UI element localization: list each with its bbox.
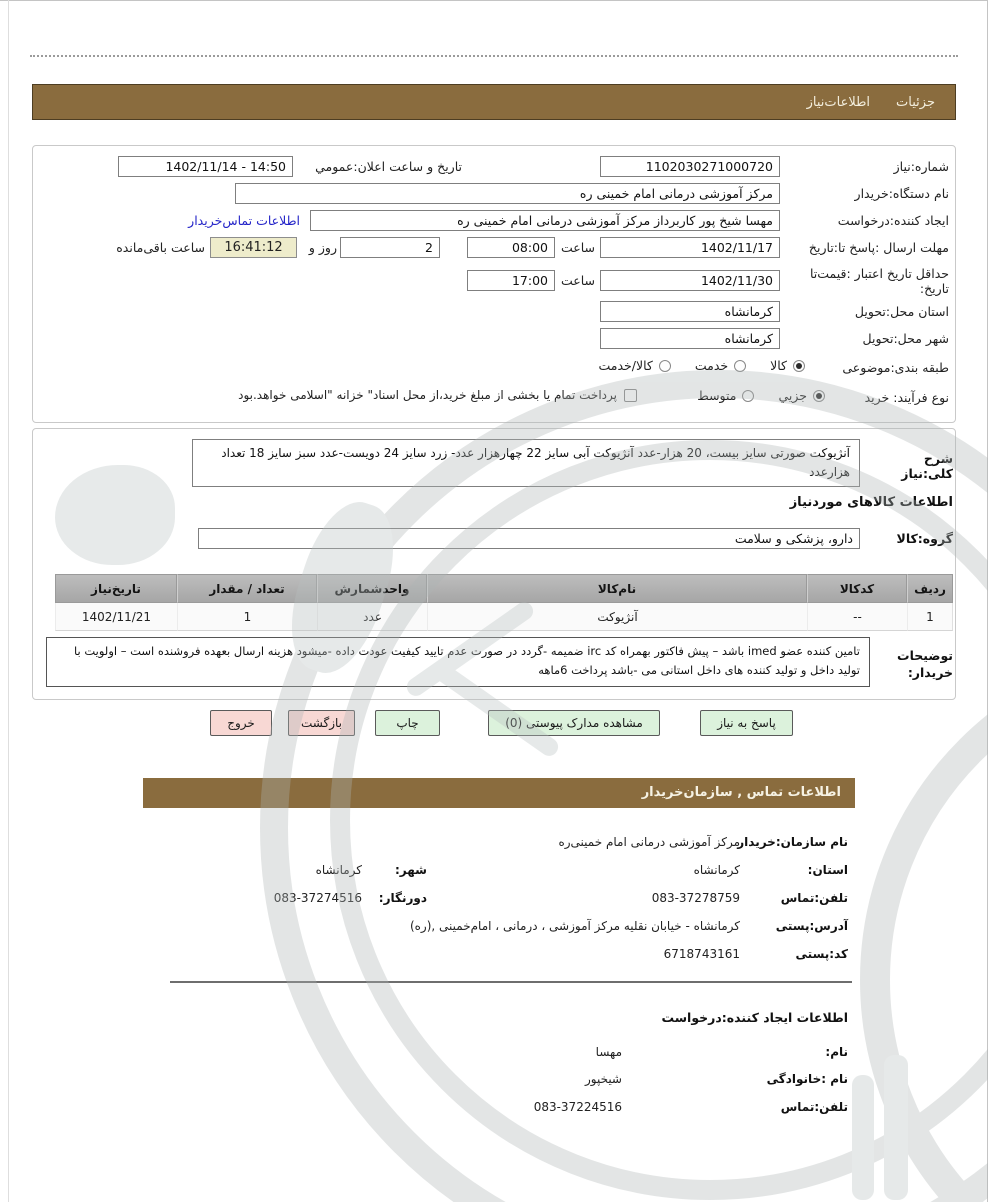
buyer-org-field[interactable] — [235, 183, 780, 204]
creator-first-name-value: مهسا — [595, 1045, 622, 1059]
subject-category-label: طبقه بندی:موضوعی — [842, 360, 949, 375]
radio-option-goods-service[interactable] — [598, 358, 670, 373]
col-item-name: نام‌کالا — [427, 574, 807, 603]
row-need-number — [33, 156, 955, 180]
row-request-creator — [33, 210, 955, 234]
radio-icon-selected[interactable] — [793, 360, 805, 372]
process-type-radiogroup — [697, 388, 825, 403]
contact-province-value: کرمانشاه — [693, 863, 740, 877]
cell-item-code: -- — [807, 603, 907, 631]
tab-details[interactable]: جزئیات — [896, 94, 935, 110]
price-validity-label: حداقل تاریخ اعتبار :قیمت‌تا تاریخ: — [809, 266, 949, 296]
contact-row-phone-fax — [143, 891, 855, 909]
need-items-panel — [32, 428, 956, 700]
creator-last-name-label: نام :خانوادگی — [766, 1072, 848, 1086]
contact-row-org-name — [143, 835, 855, 853]
radio-label: کالا/خدمت — [598, 358, 653, 373]
contact-fax-label: دورنگار: — [378, 891, 427, 905]
contact-row-address — [143, 919, 855, 937]
request-creator-label: ایجاد کننده:درخواست — [837, 213, 949, 228]
cell-row-number: 1 — [907, 603, 953, 631]
reply-to-need-button[interactable]: پاسخ به نیاز — [700, 710, 793, 736]
radio-option-goods[interactable] — [770, 358, 805, 373]
row-reply-deadline — [33, 237, 955, 261]
radio-option-minor[interactable] — [778, 388, 825, 403]
treasury-docs-checkbox[interactable] — [624, 389, 637, 402]
contact-address-value: کرمانشاه - خیابان نقلیه مرکز آموزشی ، درمانی ، امام‌خمینی ,(ره) — [409, 919, 740, 933]
contact-phone-value: 083-37278759 — [651, 891, 740, 905]
print-button[interactable]: چاپ — [375, 710, 440, 736]
price-validity-date-field[interactable] — [600, 270, 780, 291]
price-validity-hour-label: ساعت — [560, 273, 595, 288]
request-creator-heading: اطلاعات ایجاد کننده:درخواست — [661, 1010, 848, 1025]
window-top-edge — [0, 0, 988, 1]
remaining-hours-label: ساعت باقی‌مانده — [116, 240, 205, 255]
remaining-days-label: روز و — [308, 240, 337, 255]
item-group-field[interactable] — [198, 528, 860, 549]
contact-row-province-city — [143, 863, 855, 881]
cell-need-date: 1402/11/21 — [55, 603, 177, 631]
delivery-province-field[interactable] — [600, 301, 780, 322]
row-delivery-province — [33, 301, 955, 325]
col-need-date: تاریخ‌نیاز — [55, 574, 177, 603]
reply-deadline-date-field[interactable] — [600, 237, 780, 258]
delivery-province-label: استان محل:تحویل — [854, 304, 949, 319]
row-delivery-city — [33, 328, 955, 352]
watermark-bar-1 — [852, 1075, 874, 1200]
radio-icon-selected[interactable] — [813, 390, 825, 402]
contact-fax-value: 083-37274516 — [273, 891, 362, 905]
contact-city-value: کرمانشاه — [315, 863, 362, 877]
exit-button[interactable]: خروج — [210, 710, 272, 736]
radio-option-service[interactable] — [695, 358, 746, 373]
col-row-number: ردیف — [907, 574, 953, 603]
section-divider — [170, 981, 852, 983]
need-summary-label: شرح کلی:نیاز — [901, 451, 953, 481]
need-number-label: شماره:نیاز — [893, 159, 949, 174]
radio-label: جزيي — [778, 388, 807, 403]
announce-datetime-label: تاریخ و ساعت اعلان:عمومي — [315, 159, 462, 174]
tab-need-info[interactable]: اطلاعات‌نیاز — [806, 94, 871, 110]
dotted-separator — [30, 55, 958, 57]
request-creator-field[interactable] — [310, 210, 780, 231]
radio-label: خدمت — [694, 358, 729, 373]
contact-postal-value: 6718743161 — [663, 947, 740, 961]
contact-postal-label: کد:پستی — [795, 947, 848, 961]
contact-province-label: استان: — [807, 863, 848, 877]
watermark-bar-2 — [884, 1055, 908, 1200]
row-subject-category — [33, 357, 955, 381]
items-section-heading: اطلاعات کالاهای موردنیاز — [789, 495, 953, 510]
reply-deadline-time-field[interactable] — [467, 237, 555, 258]
row-process-type — [33, 387, 955, 411]
reply-deadline-label: مهلت ارسال :پاسخ تا:تاریخ — [808, 240, 949, 255]
process-type-label: نوع فرآیند: خرید — [864, 390, 949, 405]
radio-icon[interactable] — [659, 360, 671, 372]
view-attachments-button[interactable]: مشاهده مدارک پیوستی (0) — [488, 710, 660, 736]
radio-option-medium[interactable] — [697, 388, 754, 403]
org-contact-header: اطلاعات تماس , سازمان‌خریدار — [143, 778, 855, 808]
countdown-timer: 16:41:12 — [210, 237, 297, 258]
radio-icon[interactable] — [734, 360, 746, 372]
buyer-contact-link[interactable]: اطلاعات تماس‌خریدار — [188, 213, 300, 228]
radio-icon[interactable] — [742, 390, 754, 402]
back-button[interactable]: بازگشت — [288, 710, 355, 736]
creator-phone-value: 083-37224516 — [533, 1100, 622, 1114]
contact-address-label: آدرس:پستی — [775, 919, 848, 933]
col-item-code: کدکالا — [807, 574, 907, 603]
reply-deadline-hour-label: ساعت — [560, 240, 595, 255]
need-summary-text: آنژیوکت صورتی سایز بیست، 20 هزار-عدد آنژیوکت آبی سایز 22 چهارهزار عدد- زرد سایز 24 دویست-عدد سبز سایز 18 تعداد هزارعدد — [192, 439, 860, 487]
remaining-days-field[interactable] — [340, 237, 440, 258]
treasury-docs-checkbox-row — [238, 388, 637, 402]
window-left-edge — [8, 0, 9, 1202]
table-row[interactable] — [55, 603, 953, 631]
creator-row-phone — [143, 1100, 855, 1118]
creator-row-last-name — [143, 1072, 855, 1090]
radio-label: متوسط — [697, 388, 737, 403]
cell-item-name: آنژیوکت — [427, 603, 807, 631]
row-price-validity — [33, 266, 955, 300]
creator-phone-label: تلفن:تماس — [780, 1100, 848, 1114]
subject-category-radiogroup — [598, 358, 805, 373]
watermark-corner-ring — [860, 640, 988, 1202]
treasury-docs-label: پرداخت تمام یا بخشی از مبلغ خرید،از محل اسناد" خزانه "اسلامی خواهد.بود — [238, 388, 617, 402]
org-name-value: مرکز آموزشی درمانی امام خمینی‌ره — [558, 835, 740, 849]
need-number-field[interactable] — [600, 156, 780, 177]
col-quantity: تعداد / مقدار — [177, 574, 317, 603]
buyer-notes-label: توضیحات خریدار: — [897, 648, 953, 680]
contact-city-label: شهر: — [395, 863, 427, 877]
creator-first-name-label: نام: — [825, 1045, 848, 1059]
cell-unit: عدد — [317, 603, 427, 631]
org-contact-section — [143, 778, 855, 1178]
buyer-notes-text: تامین کننده عضو imed باشد – پیش فاکتور بهمراه کد irc ضمیمه -گردد در صورت عدم تایید کیفیت عودت داده -میشود هزینه ارسال بعهده فروشنده است – اولویت با تولید داخل و تولید کننده های داخل استانی می -باشد پرداخت 6ماهه — [46, 637, 870, 687]
org-name-label: نام سازمان:خریدار — [737, 835, 848, 849]
delivery-city-label: شهر محل:تحویل — [862, 331, 949, 346]
items-table-header-row — [55, 574, 953, 603]
delivery-city-field[interactable] — [600, 328, 780, 349]
buyer-org-label: نام دستگاه:خریدار — [854, 186, 949, 201]
tab-bar — [32, 84, 956, 120]
radio-label: کالا — [770, 358, 787, 373]
item-group-label: گروه:کالا — [896, 531, 953, 546]
announce-datetime-field[interactable] — [118, 156, 293, 177]
contact-phone-label: تلفن:تماس — [780, 891, 848, 905]
cell-quantity: 1 — [177, 603, 317, 631]
creator-last-name-value: شیخپور — [584, 1072, 622, 1086]
contact-row-postal — [143, 947, 855, 965]
row-buyer-org — [33, 183, 955, 207]
items-table — [55, 574, 953, 631]
price-validity-time-field[interactable] — [467, 270, 555, 291]
col-unit: واحدشمارش — [317, 574, 427, 603]
need-info-panel — [32, 145, 956, 423]
creator-row-first-name — [143, 1045, 855, 1063]
